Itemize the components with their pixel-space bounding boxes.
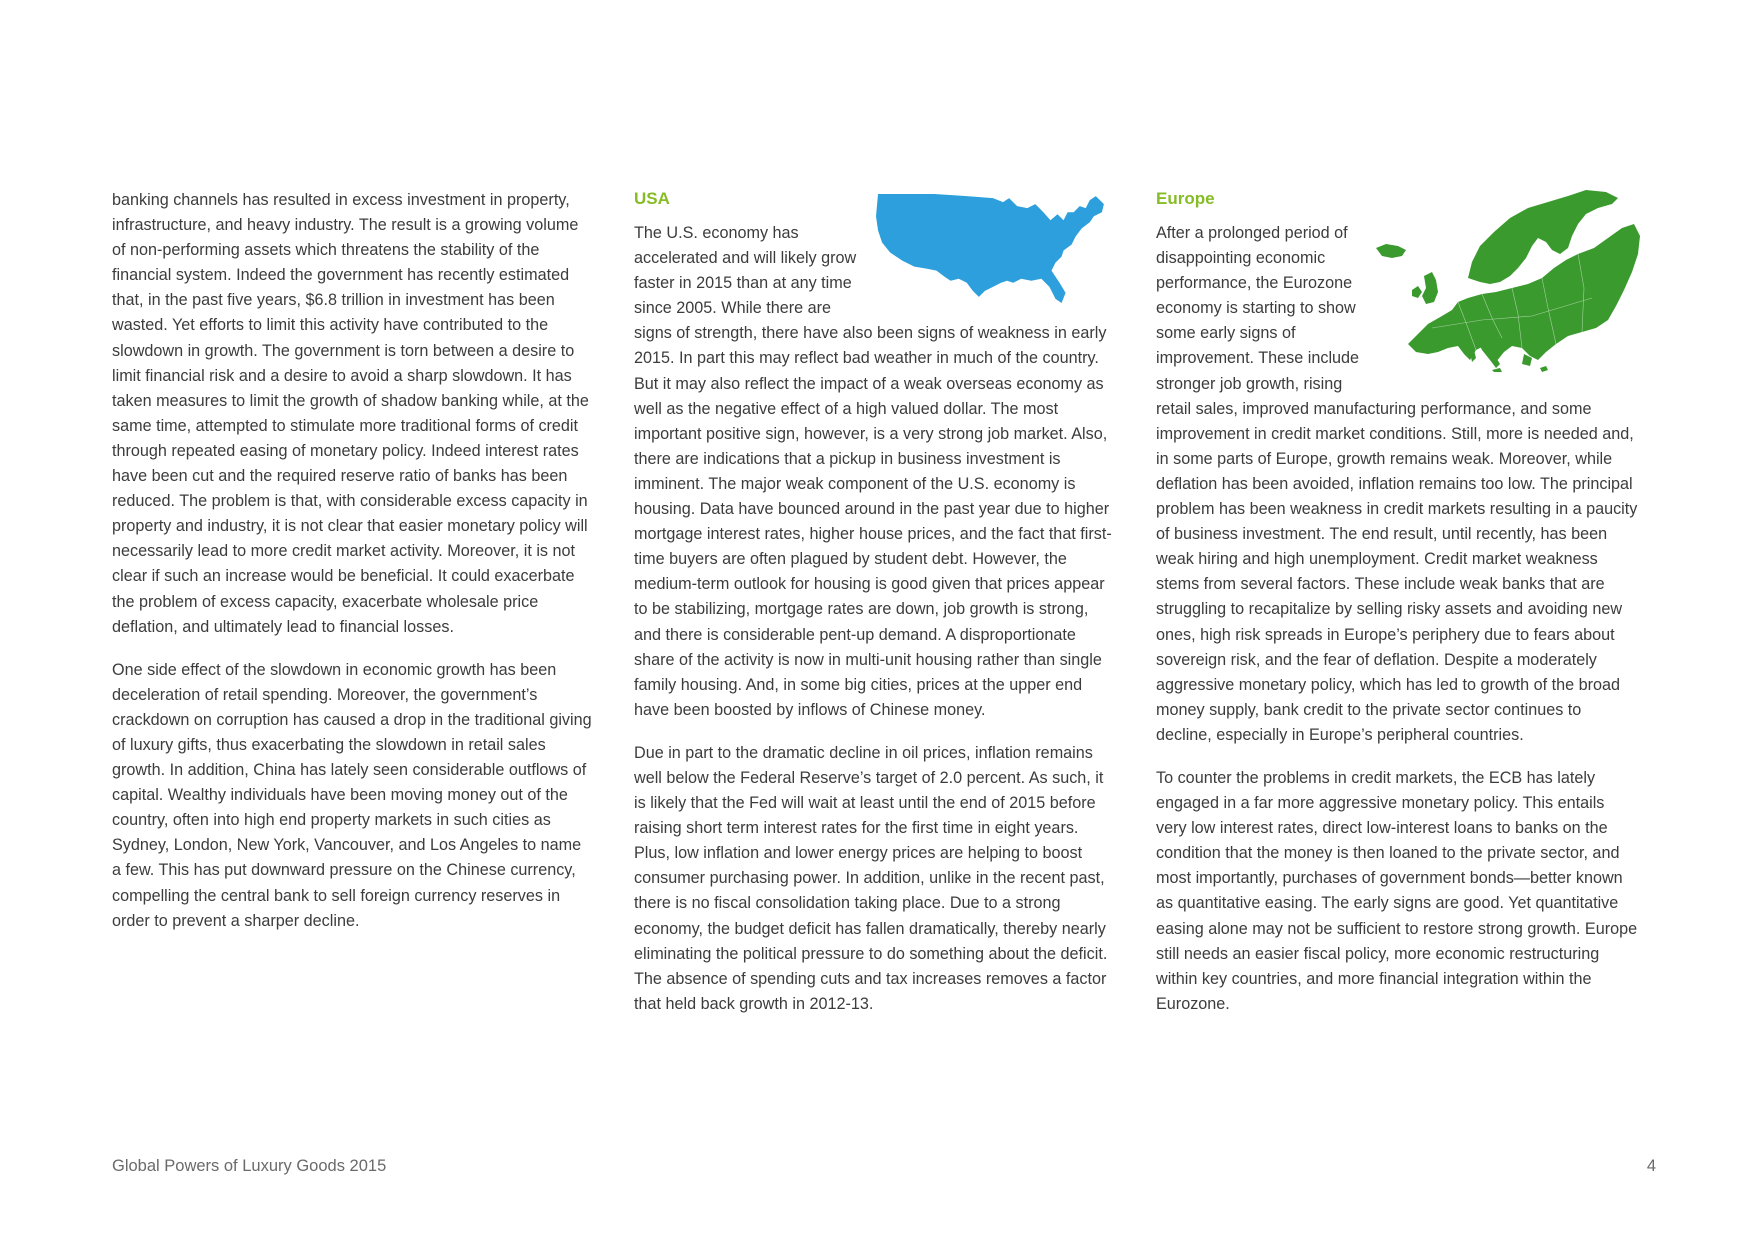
europe-paragraph-2: To counter the problems in credit markets, the ECB has lately engaged in a far more aggressive monetary policy. This entails very low interest rates, direct low-interest loans to banks on the condition that the money is then loaned to the private sector, and most importantly, purchases of government bonds—better known as quantitative easing. The early signs are good. Yet quantitative easing alone may not be sufficient to restore strong growth. Europe still needs an easier fiscal policy, more economic restructuring within key countries, and more financial integration within the Eurozone. <box>1156 768 1638 1013</box>
usa-paragraph-2: Due in part to the dramatic decline in oil prices, inflation remains well below the Federal Reserve’s target of 2.0 percent. As such, it is likely that the Fed will wait at least until the end of 2015 before raising short term interest rates for the first time in eight years. Plus, low inflation and lower energy prices are helping to boost consumer purchasing power. In addition, unlike in the recent past, there is no fiscal consolidation taking place. Due to a strong economy, the budget deficit has fallen dramatically, thereby nearly eliminating the political pressure to do something about the deficit. The absence of spending cuts and tax increases removes a factor that held back growth in 2012-13. <box>634 743 1108 1013</box>
usa-heading: USA <box>634 189 670 208</box>
page-number: 4 <box>1646 1157 1656 1175</box>
usa-map-icon <box>874 188 1116 308</box>
europe-paragraph-1: After a prolonged period of disappointing economic performance, the Eurozone economy is starting to show some early signs of improvement. These include stronger job growth, rising retail sales, improved manufacturing performance, and some improvement in credit market conditions. Still, more is needed and, in some parts of Europe, growth remains weak. Moreover, while deflation has been avoided, inflation remains too low. The principal problem has been weakness in credit markets resulting in a paucity of business investment. The end result, until recently, has been weak hiring and high unemployment. Credit market weakness stems from several factors. These include weak banks that are struggling to recapitalize by selling risky assets and avoiding new ones, high risk spreads in Europe’s periphery due to fears about sovereign risk, and the fear of deflation. Despite a moderately aggressive monetary policy, which has led to growth of the broad money supply, bank credit to the private sector continues to decline, especially in Europe’s peripheral countries. <box>1156 224 1638 744</box>
footer-title: Global Powers of Luxury Goods 2015 <box>112 1157 387 1175</box>
china-paragraph-1: banking channels has resulted in excess investment in property, infrastructure, and heavy industry. The result is a growing volume of non-performing assets which threatens the stability of the financial system. Indeed the government has recently estimated that, in the past five years, $6.8 trillion in investment has been wasted. Yet efforts to limit this activity have contributed to the slowdown in growth. The government is torn between a desire to limit financial risk and a desire to avoid a sharp slowdown. It has taken measures to limit the growth of shadow banking while, at the same time, attempted to stimulate more traditional forms of credit through repeated easing of monetary policy. Indeed interest rates have been cut and the required reserve ratio of banks has been reduced. The problem is that, with considerable excess capacity in property and industry, it is not clear that easier monetary policy will necessarily lead to more credit market activity. Moreover, it is not clear if such an increase would be beneficial. It could exacerbate the problem of excess capacity, exacerbate wholesale price deflation, and ultimately lead to financial losses. <box>112 191 589 636</box>
china-paragraph-2: One side effect of the slowdown in economic growth has been deceleration of retail spending. Moreover, the government’s crackdown on corruption has caused a drop in the traditional giving of luxury gifts, thus exacerbating the slowdown in retail sales growth. In addition, China has lately seen considerable outflows of capital. Wealthy individuals have been moving money out of the country, often into high end property markets in such cities as Sydney, London, New York, Vancouver, and Los Angeles to name a few. This has put downward pressure on the Chinese currency, compelling the central bank to sell foreign currency reserves in order to prevent a sharper decline. <box>112 660 592 930</box>
column-europe <box>1156 188 1638 1035</box>
europe-heading: Europe <box>1156 189 1215 208</box>
column-china <box>112 188 594 952</box>
usa-paragraph-1: The U.S. economy has accelerated and will likely grow faster in 2015 than at any time since 2005. While there are signs of strength, there have also been signs of weakness in early 2015. In part this may reflect bad weather in much of the country. But it may also reflect the impact of a weak overseas economy as well as the negative effect of a high valued dollar. The most important positive sign, however, is a very strong job market. Also, there are indications that a pickup in business investment is imminent. The major weak component of the U.S. economy is housing. Data have bounced around in the past year due to higher mortgage interest rates, higher house prices, and the fact that first-time buyers are often plagued by student debt. However, the medium-term outlook for housing is good given that prices appear to be stabilizing, mortgage rates are down, job growth is strong, and there is considerable pent-up demand. A disproportionate share of the activity is now in multi-unit housing rather than single family housing. And, in some big cities, prices at the upper end have been boosted by inflows of Chinese money. <box>634 224 1112 719</box>
europe-map-icon <box>1372 188 1642 372</box>
column-usa <box>634 188 1116 1035</box>
